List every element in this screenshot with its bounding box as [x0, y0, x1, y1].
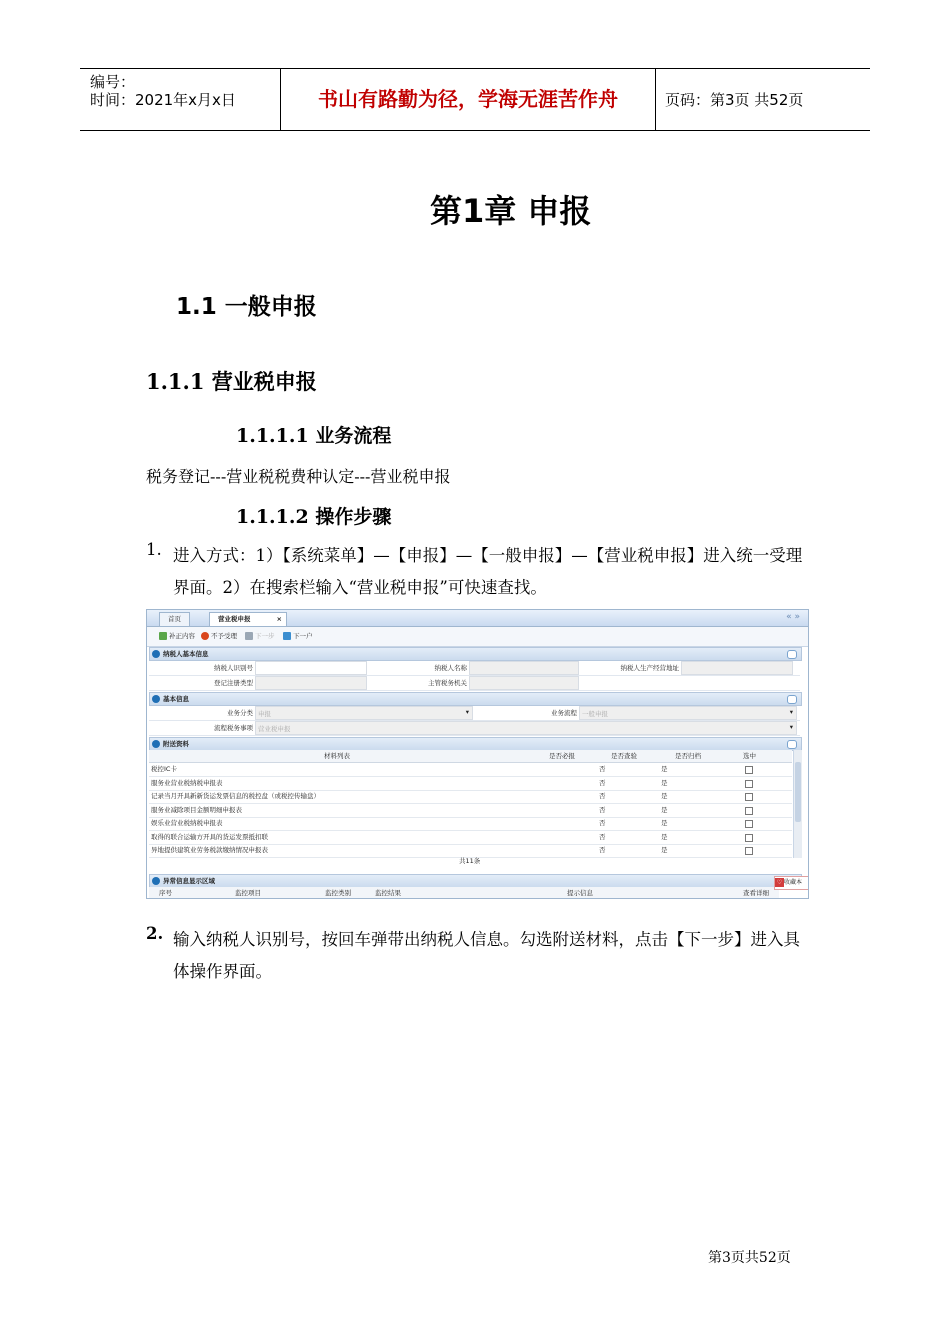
section-arrow-icon [152, 877, 160, 885]
step2-text: 输入纳税人识别号，按回车弹带出纳税人信息。勾选附送材料，点击【下一步】进入具体操作界面。 [173, 930, 800, 981]
number-label: 编号： [90, 73, 136, 91]
dropdown-arrow-icon: ▾ [789, 708, 793, 716]
attachments-grid [149, 750, 792, 865]
table-row [149, 763, 792, 777]
exception-header-type: 监控类别 [325, 889, 351, 897]
exception-header-message: 提示信息 [567, 889, 593, 897]
tab-home[interactable]: 首页 [159, 612, 190, 626]
cell-name: 服务业减除项目金额明细申报表 [151, 805, 242, 814]
collapse-icon[interactable] [787, 650, 797, 659]
exception-header-index: 序号 [159, 889, 172, 897]
row-checkbox[interactable] [745, 847, 753, 855]
step2-number: 2. [146, 924, 164, 943]
grid-total: 共11条 [459, 857, 481, 865]
row-checkbox[interactable] [745, 834, 753, 842]
row-checkbox[interactable] [745, 820, 753, 828]
table-row [149, 790, 792, 804]
next-taxpayer-button[interactable] [283, 631, 313, 642]
row-checkbox[interactable] [745, 780, 753, 788]
row-checkbox[interactable] [745, 766, 753, 774]
exception-header-result: 监控结果 [375, 889, 401, 897]
reject-icon [201, 632, 209, 640]
cell-name: 异地提供建筑业劳务税款缴纳情况申报表 [151, 846, 268, 854]
cell-check: 否 [599, 832, 606, 841]
header-motto-cell [280, 69, 656, 130]
tax-item-value: 营业税申报 [258, 725, 291, 733]
business-category-select[interactable] [255, 706, 473, 720]
cell-check: 否 [599, 792, 606, 800]
grid-scrollbar[interactable] [793, 750, 802, 858]
taxpayer-row-2 [149, 676, 800, 691]
next-taxpayer-label: 下一户 [293, 632, 313, 640]
tab-close-icon[interactable]: × [276, 615, 282, 623]
row-checkbox[interactable] [745, 807, 753, 815]
favorite-label: 收藏本 [784, 879, 803, 886]
table-row [149, 777, 792, 791]
taxpayer-row-1 [149, 661, 800, 676]
row-checkbox[interactable] [745, 793, 753, 801]
embedded-screenshot [146, 609, 809, 899]
tab-scroll-arrows-icon[interactable]: « » [786, 612, 800, 622]
business-process-value: 一般申报 [582, 710, 608, 718]
section-basic-title: 基本信息 [163, 695, 189, 703]
business-process-select[interactable] [579, 706, 797, 720]
section-attachments [149, 737, 802, 751]
cell-archive: 是 [661, 792, 668, 800]
tax-item-select[interactable] [255, 721, 797, 735]
time-label: 时间：2021年x月x日 [90, 91, 236, 109]
cell-name: 娱乐业营业税纳税申报表 [151, 819, 223, 827]
registration-type-label: 登记注册类型 [214, 679, 253, 687]
heart-icon: ♡ [776, 879, 783, 886]
grid-header-archive: 是否归档 [675, 752, 701, 760]
dropdown-arrow-icon: ▾ [789, 723, 793, 731]
business-category-value: 申报 [258, 710, 271, 718]
favorite-button[interactable] [774, 876, 809, 890]
cell-archive: 是 [661, 778, 668, 787]
supplement-icon [159, 632, 167, 640]
section-exceptions-title: 异常信息显示区域 [163, 877, 215, 885]
cell-archive: 是 [661, 765, 668, 773]
cell-archive: 是 [661, 819, 668, 827]
tax-authority-label: 主管税务机关 [428, 679, 467, 687]
flow-text: 税务登记---营业税税费种认定---营业税申报 [146, 467, 451, 486]
exception-header-detail: 查看详细 [743, 889, 769, 897]
header-left-cell [80, 69, 280, 130]
business-category-label: 业务分类 [227, 709, 253, 717]
table-row [149, 817, 792, 831]
cell-check: 否 [599, 765, 606, 773]
basic-row-1 [149, 706, 800, 721]
section-1-1-1-2-heading: 1.1.1.2 操作步骤 [236, 506, 392, 528]
tab-business-tax[interactable] [209, 612, 287, 626]
exception-grid-header [149, 887, 779, 899]
taxpayer-address-label: 纳税人生产经营地址 [620, 664, 679, 672]
grid-header [149, 750, 792, 763]
grid-header-material: 材料列表 [324, 752, 350, 760]
step1-number: 1. [146, 540, 162, 559]
taxpayer-address-field [681, 661, 793, 675]
cell-name: 记录当月开具新新货运发票信息的税控盘（或税控传输盘） [151, 792, 320, 800]
page-number: 页码：第3页 共52页 [665, 91, 804, 109]
next-taxpayer-icon [283, 632, 291, 640]
registration-type-field [255, 676, 367, 690]
cell-archive: 是 [661, 832, 668, 841]
tax-authority-field [469, 676, 579, 690]
taxpayer-id-label: 纳税人识别号 [214, 664, 253, 672]
taxpayer-name-label: 纳税人名称 [434, 664, 467, 672]
section-arrow-icon [152, 740, 160, 748]
section-1-1-heading: 1.1 一般申报 [176, 294, 317, 320]
taxpayer-id-input[interactable] [255, 661, 367, 675]
cell-check: 否 [599, 846, 606, 854]
collapse-icon[interactable] [787, 695, 797, 704]
toolbar [147, 627, 808, 647]
section-taxpayer-title: 纳税人基本信息 [163, 650, 209, 658]
next-step-button[interactable] [245, 631, 275, 642]
section-arrow-icon [152, 650, 160, 658]
tab-business-tax-label: 营业税申报 [218, 615, 251, 623]
header-page-cell [655, 69, 870, 130]
page-header [80, 68, 870, 131]
next-step-icon [245, 632, 253, 640]
basic-row-2 [149, 721, 800, 736]
tab-bar [147, 610, 808, 627]
supplement-label: 补正内容 [169, 632, 195, 640]
table-row [149, 804, 792, 818]
cell-archive: 是 [661, 846, 668, 854]
grid-scrollbar-thumb[interactable] [795, 762, 801, 822]
cell-check: 否 [599, 805, 606, 814]
grid-header-select: 选中 [743, 752, 756, 760]
collapse-icon[interactable] [787, 740, 797, 749]
cell-name: 取得的联合运输方开具的货运发票抵扣联 [151, 832, 268, 841]
section-attachments-title: 附送资料 [163, 740, 189, 748]
tax-item-label: 流程税务事项 [214, 724, 253, 732]
taxpayer-name-field [469, 661, 579, 675]
motto: 书山有路勤为径，学海无涯苦作舟 [318, 87, 618, 111]
cell-name: 税控IC卡 [151, 765, 177, 773]
exception-header-item: 监控项目 [235, 889, 261, 897]
cell-check: 否 [599, 819, 606, 827]
section-basic-info [149, 692, 802, 706]
section-taxpayer-info [149, 647, 802, 661]
next-step-label: 下一步 [255, 632, 275, 640]
supplement-button[interactable] [159, 631, 195, 642]
grid-header-check: 是否查验 [611, 752, 637, 760]
reject-button[interactable] [201, 631, 237, 642]
reject-label: 不予受理 [211, 632, 237, 640]
section-1-1-1-heading: 1.1.1 营业税申报 [146, 369, 317, 394]
dropdown-arrow-icon: ▾ [465, 708, 469, 716]
cell-name: 服务业营业税纳税申报表 [151, 778, 223, 787]
grid-header-required: 是否必报 [549, 752, 575, 760]
step1-text: 进入方式：1）【系统菜单】—【申报】—【一般申报】—【营业税申报】进入统一受理界面。2）在搜索栏输入“营业税申报”可快速查找。 [173, 546, 803, 597]
cell-check: 否 [599, 778, 606, 787]
chapter-title: 第1章 申报 [430, 192, 592, 230]
section-1-1-1-1-heading: 1.1.1.1 业务流程 [236, 425, 392, 447]
cell-archive: 是 [661, 805, 668, 814]
business-process-label: 业务流程 [551, 709, 577, 717]
page-footer: 第3页共52页 [708, 1250, 791, 1266]
section-arrow-icon [152, 695, 160, 703]
table-row [149, 831, 792, 845]
section-exceptions [149, 874, 802, 888]
